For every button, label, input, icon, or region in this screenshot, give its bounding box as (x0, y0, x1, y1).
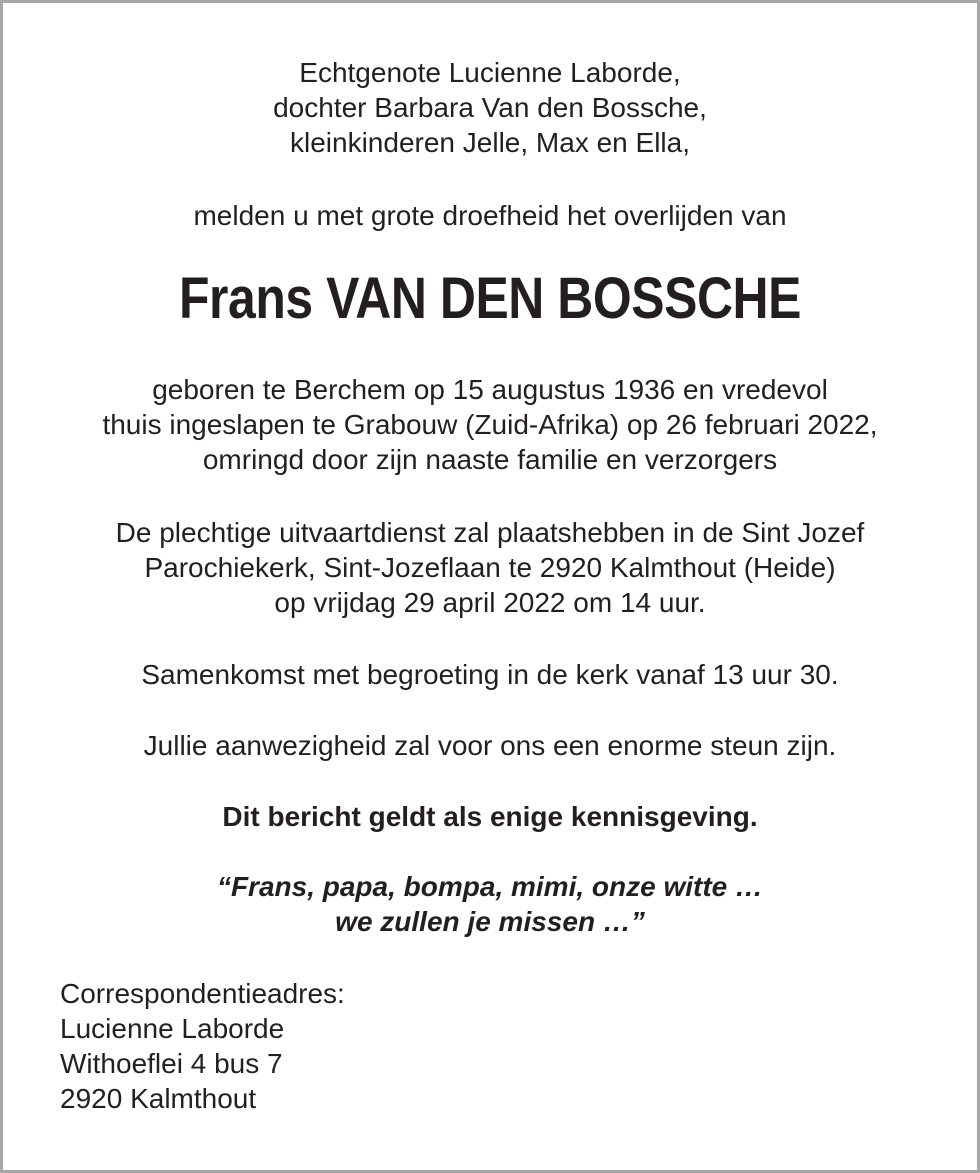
correspondence-label: Correspondentieadres: (60, 978, 345, 1009)
service-details-section (3, 515, 977, 620)
deceased-name: Frans VAN DEN BOSSCHE (179, 266, 801, 331)
support-text: Jullie aanwezigheid zal voor ons een enorme steun zijn. (143, 730, 837, 761)
life-detail-line: omringd door zijn naaste familie en verzorgers (202, 444, 778, 475)
service-detail-line: op vrijdag 29 april 2022 om 14 uur. (274, 587, 706, 618)
quote-line: we zullen je missen …” (335, 906, 645, 937)
life-details-section (3, 372, 977, 477)
announcers-section (3, 55, 977, 160)
quote-section (3, 869, 977, 939)
quote-line: “Frans, papa, bompa, mimi, onze witte … (216, 871, 764, 902)
announcer-line: kleinkinderen Jelle, Max en Ella, (290, 127, 690, 158)
correspondence-city: 2920 Kalmthout (60, 1083, 257, 1114)
correspondence-street: Withoeflei 4 bus 7 (60, 1048, 283, 1079)
life-detail-line: thuis ingeslapen te Grabouw (Zuid-Afrika) op 26 februari 2022, (102, 409, 878, 440)
notice-text: Dit bericht geldt als enige kennisgeving. (222, 801, 758, 832)
correspondence-address (60, 976, 480, 1116)
announcer-line: dochter Barbara Van den Bossche, (273, 92, 707, 123)
intro-text: melden u met grote droefheid het overlijden van (193, 200, 787, 231)
life-detail-line: geboren te Berchem op 15 augustus 1936 en vredevol (152, 374, 828, 405)
gathering-text: Samenkomst met begroeting in de kerk vanaf 13 uur 30. (141, 659, 839, 690)
announcer-line: Echtgenote Lucienne Laborde, (299, 57, 681, 88)
service-detail-line: Parochiekerk, Sint-Jozeflaan te 2920 Kalmthout (Heide) (144, 552, 836, 583)
service-detail-line: De plechtige uitvaartdienst zal plaatshebben in de Sint Jozef (115, 517, 865, 548)
correspondence-name: Lucienne Laborde (60, 1013, 285, 1044)
